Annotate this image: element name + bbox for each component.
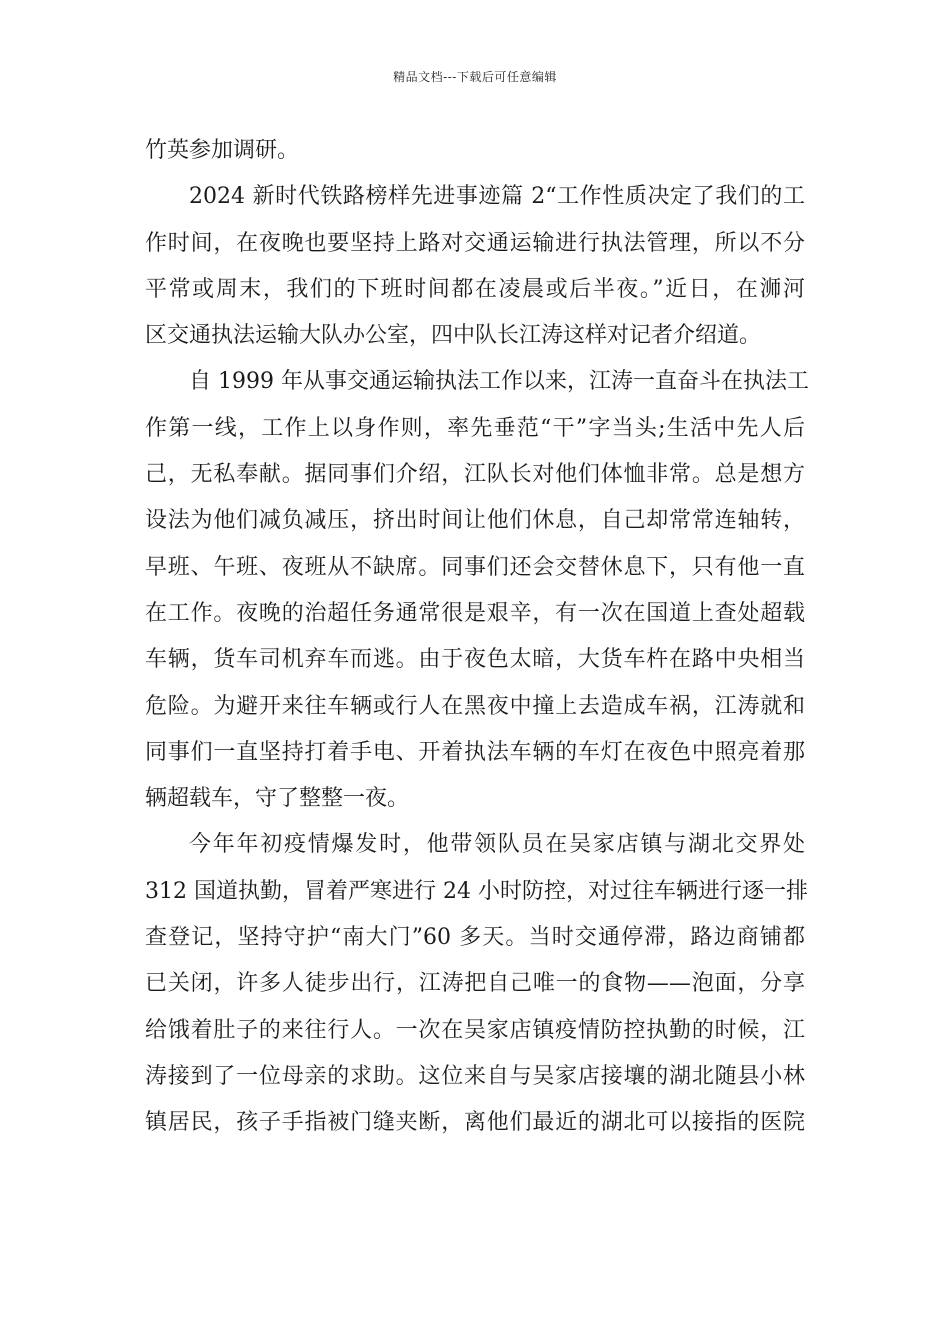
paragraph-line: 自 1999 年从事交通运输执法工作以来，江涛一直奋斗在执法工	[189, 369, 809, 395]
paragraph-line: 平常或周末，我们的下班时间都在凌晨或后半夜。”近日，在浉河	[145, 276, 805, 302]
page-header: 精品文档---下载后可任意编辑	[393, 70, 557, 84]
paragraph-line: 同事们一直坚持打着手电、开着执法车辆的车灯在夜色中照亮着那	[145, 739, 805, 765]
document-body	[145, 128, 809, 1147]
paragraph-line: 镇居民，孩子手指被门缝夹断，离他们最近的湖北可以接指的医院	[145, 1110, 805, 1136]
paragraph-line: 竹英参加调研。	[145, 138, 300, 163]
paragraph-line: 作第一线，工作上以身作则，率先垂范“干”字当头;生活中先人后	[145, 415, 805, 441]
paragraph-line: 区交通执法运输大队办公室，四中队长江涛这样对记者介绍道。	[145, 323, 762, 349]
paragraph-line: 车辆，货车司机弃车而逃。由于夜色太暗，大货车杵在路中央相当	[145, 647, 805, 673]
paragraph-line: 给饿着肚子的来往行人。一次在吴家店镇疫情防控执勤的时候，江	[145, 1017, 805, 1043]
paragraph-line: 今年年初疫情爆发时，他带领队员在吴家店镇与湖北交界处	[189, 832, 805, 858]
paragraph-line: 早班、午班、夜班从不缺席。同事们还会交替休息下，只有他一直	[145, 554, 805, 580]
paragraph-line: 己，无私奉献。据同事们介绍，江队长对他们体恤非常。总是想方	[145, 462, 805, 488]
paragraph-line: 2024 新时代铁路榜样先进事迹篇 2“工作性质决定了我们的工	[189, 184, 805, 210]
paragraph-line: 作时间，在夜晚也要坚持上路对交通运输进行执法管理，所以不分	[145, 230, 805, 256]
paragraph-line: 设法为他们减负减压，挤出时间让他们休息，自己却常常连轴转，	[145, 508, 805, 534]
paragraph-line: 在工作。夜晚的治超任务通常很是艰辛，有一次在国道上查处超载	[145, 600, 805, 626]
paragraph-line: 辆超载车，守了整整一夜。	[145, 786, 410, 812]
paragraph-line: 312 国道执勤，冒着严寒进行 24 小时防控，对过往车辆进行逐一排	[145, 878, 808, 904]
paragraph-line: 查登记，坚持守护“南大门”60 多天。当时交通停滞，路边商铺都	[145, 925, 805, 951]
paragraph-line: 已关闭，许多人徒步出行，江涛把自己唯一的食物——泡面，分享	[145, 971, 805, 997]
paragraph-line: 涛接到了一位母亲的求助。这位来自与吴家店接壤的湖北随县小林	[145, 1063, 805, 1089]
paragraph-line: 危险。为避开来往车辆或行人在黑夜中撞上去造成车祸，江涛就和	[145, 693, 805, 719]
